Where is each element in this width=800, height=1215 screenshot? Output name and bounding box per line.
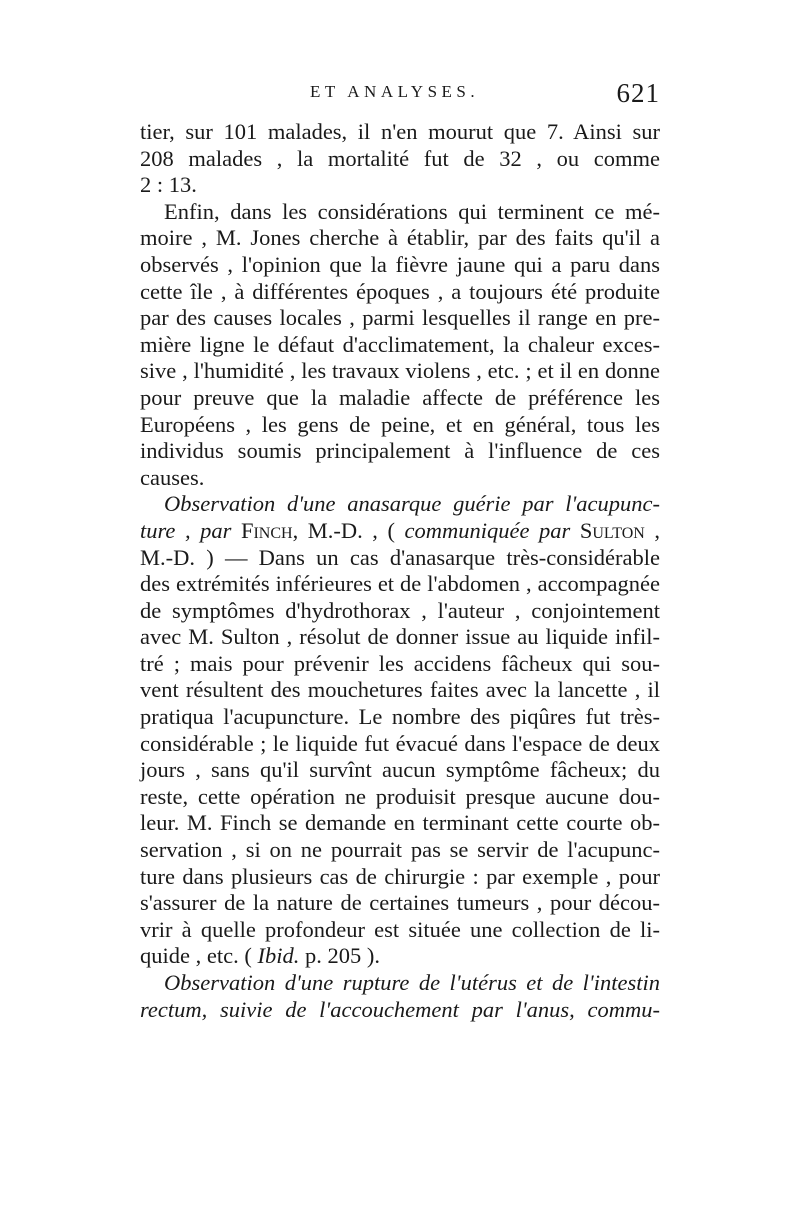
text-line: des extrémités inférieures et de l'abdomen , accompagnée (140, 571, 660, 597)
text-segment: rectum, suivie de l'accouchement par l'anus, commu- (140, 996, 660, 1022)
text-line: M.-D. ) — Dans un cas d'anasarque très-considérable (140, 544, 660, 570)
text-line: ture dans plusieurs cas de chirurgie : par exemple , pour (140, 863, 660, 889)
text-line: jours , sans qu'il survînt aucun symptôme fâcheux; du (140, 757, 660, 783)
text-segment: Observation d'une rupture de l'utérus et de l'intestin (164, 970, 660, 995)
text-line: pour preuve que la maladie affecte de préférence les (140, 384, 660, 410)
running-head: ET ANALYSES. (310, 82, 480, 101)
text-segment: ture , par (140, 517, 241, 543)
text-segment: communiquée par (404, 517, 580, 543)
text-line: observés , l'opinion que la fièvre jaune qui a paru dans (140, 251, 660, 277)
text-line: Enfin, dans les considérations qui terminent ce mé- (164, 198, 660, 224)
text-line: 208 malades , la mortalité fut de 32 , ou comme (140, 145, 660, 171)
text-line: tré ; mais pour prévenir les accidens fâcheux qui sou- (140, 650, 660, 676)
text-segment: , (644, 517, 661, 543)
text-line: cette île , à différentes époques , a toujours été produite (140, 278, 660, 304)
text-line: tier, sur 101 malades, il n'en mourut que 7. Ainsi sur (140, 119, 660, 144)
text-segment: quide , etc. ( (140, 943, 258, 969)
text-line: s'assurer de la nature de certaines tumeurs , pour décou- (140, 890, 660, 916)
text-segment: Observation d'une anasarque guérie par l'acupunc- (164, 491, 660, 517)
text-line: vent résultent des mouchetures faites avec la lancette , il (140, 677, 660, 703)
text-segment: p. 205 ). (299, 943, 380, 969)
text-line (140, 943, 660, 970)
text-line: de symptômes d'hydrothorax , l'auteur , conjointement (140, 597, 660, 623)
text-line: mière ligne le défaut d'acclimatement, la chaleur exces- (140, 331, 660, 357)
text-line: sive , l'humidité , les travaux violens , etc. ; et il en donne (140, 358, 660, 384)
text-line: 2 : 13. (140, 172, 197, 198)
text-line (140, 491, 660, 518)
text-segment: Sulton (579, 517, 645, 543)
text-line: considérable ; le liquide fut évacué dans l'espace de deux (140, 730, 660, 756)
text-line: leur. M. Finch se demande en terminant cette courte ob- (140, 810, 660, 836)
text-line: par des causes locales , parmi lesquelles il range en pre- (140, 305, 660, 331)
text-line: avec M. Sulton , résolut de donner issue au liquide infil- (140, 624, 660, 650)
body-text (140, 119, 660, 1023)
text-segment: Ibid. (257, 943, 300, 969)
text-line: individus soumis principalement à l'influence de ces (140, 438, 660, 464)
text-line (140, 997, 660, 1024)
page-number: 621 (616, 78, 660, 108)
text-line: reste, cette opération ne produisit presque aucune dou- (140, 783, 660, 809)
text-line: causes. (140, 464, 205, 490)
text-line: moire , M. Jones cherche à établir, par des faits qu'il a (140, 225, 660, 251)
text-line: servation , si on ne pourrait pas se servir de l'acupunc- (140, 837, 660, 863)
text-line: vrir à quelle profondeur est située une collection de li- (140, 916, 660, 942)
text-line (140, 518, 660, 545)
text-line (140, 970, 660, 997)
page-header (140, 78, 660, 118)
text-segment: , M.-D. , ( (292, 517, 405, 543)
text-line: Européens , les gens de peine, et en général, tous les (140, 411, 660, 437)
text-segment: Finch (240, 517, 293, 543)
text-line: pratiqua l'acupuncture. Le nombre des piqûres fut très- (140, 704, 660, 730)
